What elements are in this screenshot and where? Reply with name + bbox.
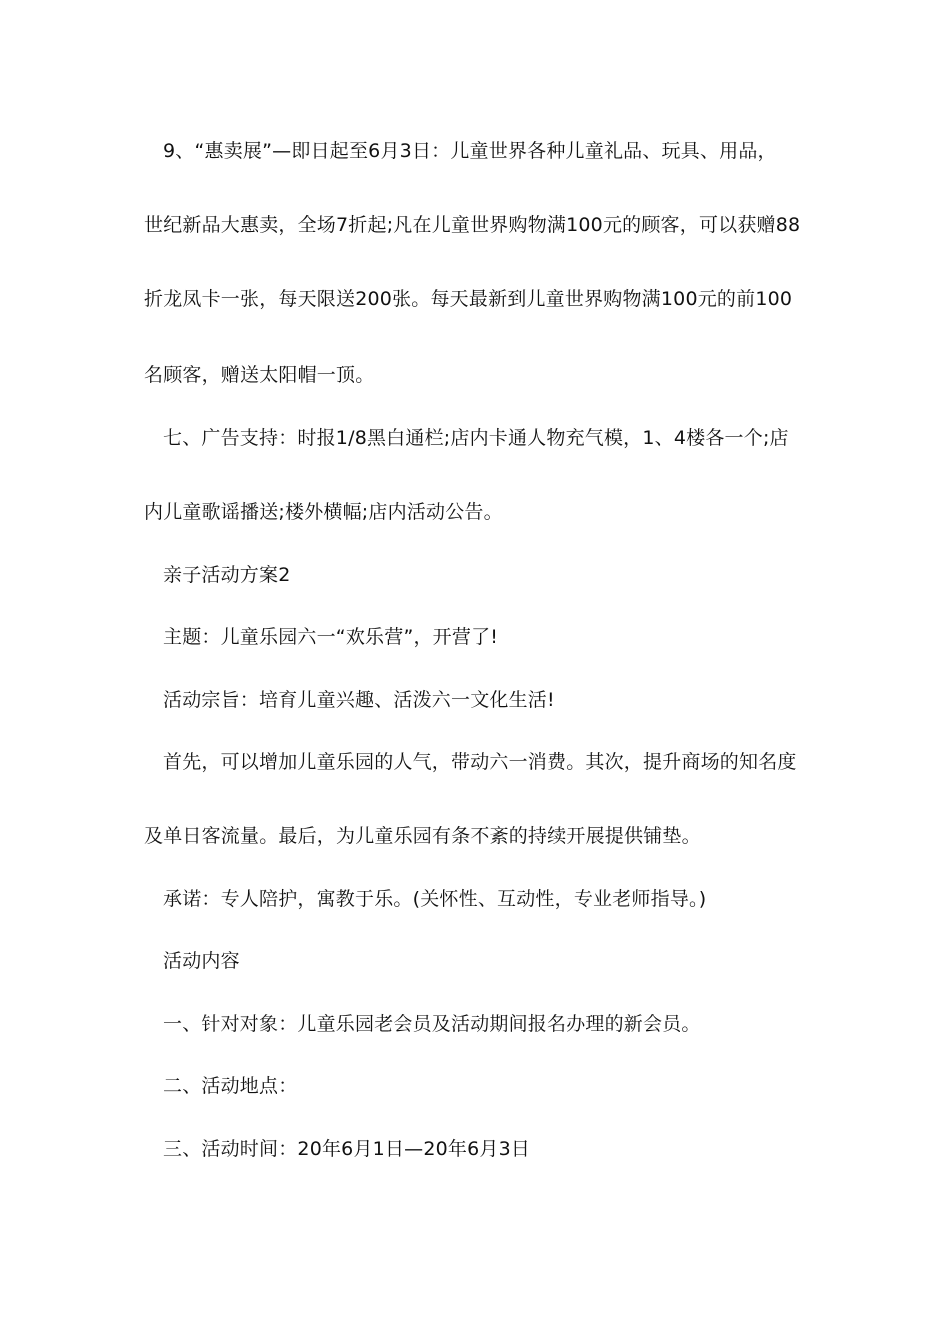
- section-heading: 亲子活动方案2: [163, 564, 291, 586]
- paragraph-line: 世纪新品大惠卖，全场7折起;凡在儿童世界购物满100元的顾客，可以获赠88: [144, 214, 801, 236]
- paragraph-line: 活动宗旨：培育儿童兴趣、活泼六一文化生活!: [163, 689, 555, 711]
- paragraph-line: 一、针对对象：儿童乐园老会员及活动期间报名办理的新会员。: [163, 1013, 701, 1035]
- paragraph-line: 三、活动时间：20年6月1日—20年6月3日: [163, 1138, 531, 1160]
- paragraph-line: 七、广告支持：时报1/8黑白通栏;店内卡通人物充气模，1、4楼各一个;店: [163, 427, 789, 449]
- paragraph-line: 承诺：专人陪护，寓教于乐。(关怀性、互动性，专业老师指导。): [163, 888, 707, 910]
- paragraph-line: 内儿童歌谣播送;楼外横幅;店内活动公告。: [144, 501, 503, 523]
- paragraph-line: 9、“惠卖展”—即日起至6月3日：儿童世界各种儿童礼品、玩具、用品，: [163, 140, 777, 162]
- paragraph-line: 及单日客流量。最后，为儿童乐园有条不紊的持续开展提供铺垫。: [144, 825, 701, 847]
- paragraph-line: 二、活动地点：: [163, 1075, 298, 1097]
- paragraph-line: 折龙凤卡一张，每天限送200张。每天最新到儿童世界购物满100元的前100: [144, 288, 793, 310]
- paragraph-line: 名顾客，赠送太阳帽一顶。: [144, 364, 375, 386]
- paragraph-line: 首先，可以增加儿童乐园的人气，带动六一消费。其次，提升商场的知名度: [163, 751, 797, 773]
- paragraph-line: 主题：儿童乐园六一“欢乐营”，开营了!: [163, 626, 499, 648]
- section-heading: 活动内容: [163, 950, 240, 972]
